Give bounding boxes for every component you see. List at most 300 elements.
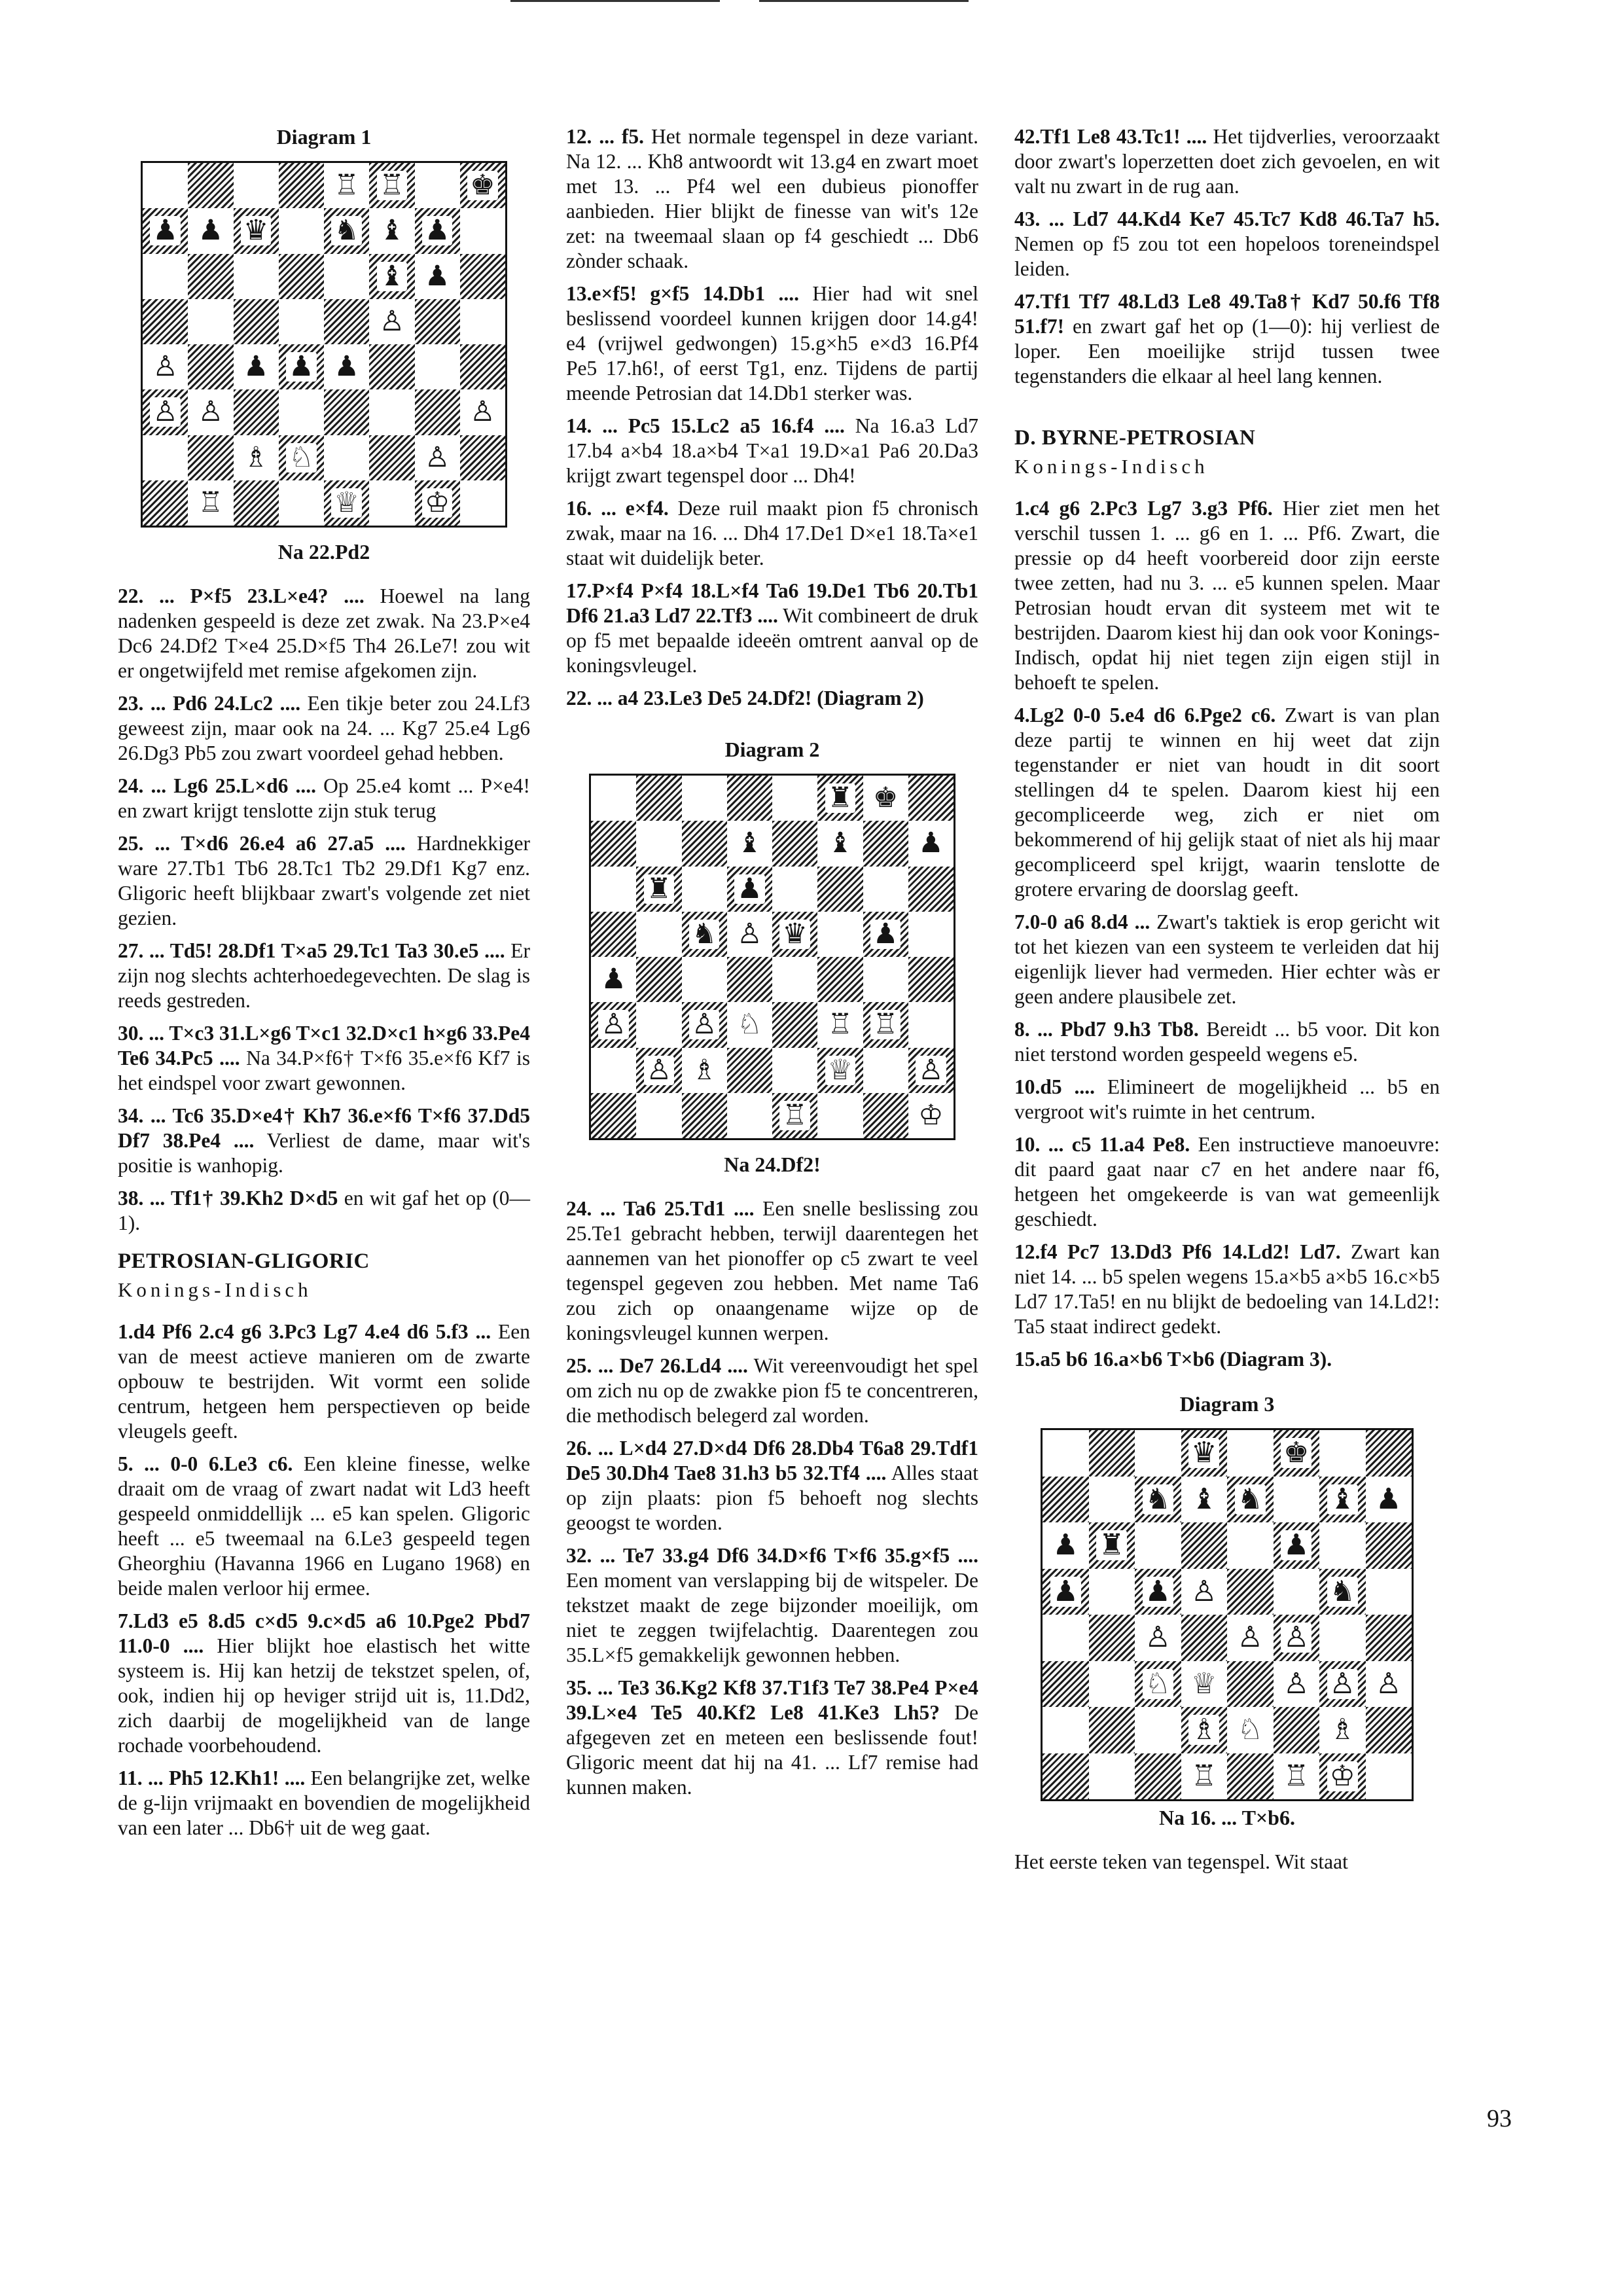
page-number: 93 — [1487, 2105, 1512, 2132]
board-square — [727, 1093, 772, 1138]
chess-piece-icon: ♜ — [644, 874, 675, 904]
board-square — [1043, 1569, 1089, 1615]
board-square — [143, 299, 188, 344]
board-square — [324, 389, 369, 435]
chess-piece-icon: ♚ — [1281, 1438, 1311, 1468]
chess-piece-icon: ♖ — [1188, 1761, 1219, 1791]
board-square — [415, 435, 460, 480]
board-square — [1043, 1615, 1089, 1661]
board-square — [682, 1048, 727, 1093]
board-square — [1366, 1569, 1412, 1615]
chess-piece-icon: ♙ — [1143, 1623, 1173, 1653]
chess-piece-icon: ♙ — [916, 1056, 946, 1085]
board-square — [369, 480, 414, 526]
chess-piece-icon: ♟ — [422, 216, 453, 245]
game-title: PETROSIAN-GLIGORIC — [118, 1249, 370, 1273]
commentary: Na 34.P×f6† T×f6 35.e×f6 Kf7 is het eindspel voor zwart gewonnen. — [118, 1047, 530, 1094]
board-square — [1319, 1753, 1366, 1800]
board-square — [234, 480, 279, 526]
board-square — [1089, 1753, 1135, 1800]
board-square — [1274, 1477, 1320, 1523]
move-sequence: 13.e×f5! g×f5 14.Db1 .... — [566, 282, 800, 305]
board-square — [1227, 1753, 1274, 1800]
board-square — [234, 435, 279, 480]
diagram-1-title: Diagram 1 — [276, 125, 372, 149]
move-sequence: 12. ... f5. — [566, 125, 645, 148]
board-square — [727, 776, 772, 821]
board-square — [636, 912, 681, 957]
commentary: Hier blijkt hoe elastisch het witte systeem is. Hij kan hetzij de tekstzet spelen, of, ook, indien hij op heviger strijd uit is, 11.Dd2, zich daarbij de mogelijkheid van de lange rochade voorbehoudend. — [118, 1634, 530, 1757]
commentary: Een moment van verslapping bij de witspeler. De tekstzet maakt de zege bijzonder moeilijk, om niet te zeggen twijfelachtig. Daarentegen zou 35.L×f5 gemakkelijk gewonnen hebben. — [566, 1569, 978, 1666]
move-sequence: 24. ... Lg6 25.L×d6 .... — [118, 774, 317, 797]
commentary: Op 25.e4 komt ... P×e4! en zwart krijgt tenslotte zijn stuk terug — [118, 774, 530, 822]
annotation-paragraph — [118, 1452, 530, 1601]
board-square — [1319, 1522, 1366, 1569]
board-square — [682, 867, 727, 912]
commentary: Bereidt ... b5 voor. Dit kon niet terstond worden gespeeld wegens e5. — [1014, 1018, 1440, 1066]
board-square — [188, 163, 233, 208]
annotation-paragraph — [1014, 496, 1440, 695]
chess-piece-icon: ♙ — [150, 352, 181, 382]
move-sequence: 30. ... T×c3 31.L×g6 T×c1 32.D×c1 h×g6 33.Pe4 Te6 34.Pc5 .... — [118, 1022, 530, 1069]
board-square — [908, 821, 954, 866]
board-square — [727, 1002, 772, 1047]
board-square — [772, 1002, 817, 1047]
board-square — [1227, 1430, 1274, 1477]
annotation-paragraph — [118, 584, 530, 683]
move-sequence: 38. ... Tf1† 39.Kh2 D×d5 — [118, 1187, 338, 1210]
annotation-list — [118, 1319, 530, 1840]
chess-piece-icon: ♟ — [1050, 1577, 1081, 1607]
chess-piece-icon: ♟ — [331, 352, 362, 382]
board-square — [727, 912, 772, 957]
board-square — [460, 299, 505, 344]
move-sequence: 11. ... Ph5 12.Kh1! .... — [118, 1767, 306, 1789]
board-square — [1366, 1753, 1412, 1800]
chess-piece-icon: ♙ — [196, 397, 226, 427]
board-square — [460, 435, 505, 480]
move-sequence: 14. ... Pc5 15.Lc2 a5 16.f4 .... — [566, 414, 845, 437]
board-square — [682, 821, 727, 866]
commentary: Wit combineert de druk op f5 met bepaalde ideeën omtrent aanval op de koningsvleugel. — [566, 604, 978, 677]
chess-diagram-2 — [589, 774, 955, 1140]
annotation-paragraph — [118, 774, 530, 823]
annotation-paragraph — [566, 496, 978, 571]
board-square — [908, 776, 954, 821]
chess-piece-icon: ♔ — [422, 488, 453, 518]
chess-piece-icon: ♟ — [286, 352, 317, 382]
chess-piece-icon: ♟ — [150, 216, 181, 245]
chess-piece-icon: ♞ — [1143, 1484, 1173, 1515]
board-square — [1319, 1707, 1366, 1753]
column-1 — [118, 124, 530, 1848]
board-square — [1274, 1615, 1320, 1661]
board-square — [324, 344, 369, 389]
board-square — [636, 776, 681, 821]
board-square — [143, 208, 188, 253]
annotation-paragraph — [566, 1354, 978, 1428]
commentary: Zwart kan niet 14. ... b5 spelen wegens 15.a×b5 a×b5 16.c×b5 Ld7 17.Ta5! en nu blijkt de bedoeling van 14.Ld2!: Ta5 staat indirect gedekt. — [1014, 1240, 1440, 1338]
move-sequence: 34. ... Tc6 35.D×e4† Kh7 36.e×f6 T×f6 37.Dd5 Df7 38.Pe4 .... — [118, 1104, 530, 1152]
commentary: Zwart's taktiek is erop gericht wit tot het kiezen van een systeem te verleiden dat hij eigenlijk liever had vermeden. Hier echter wàs er geen andere plausibele zet. — [1014, 910, 1440, 1008]
board-square — [1274, 1430, 1320, 1477]
chess-piece-icon: ♙ — [1373, 1669, 1404, 1699]
chess-piece-icon: ♗ — [1327, 1715, 1358, 1745]
board-square — [1089, 1569, 1135, 1615]
move-sequence: 24. ... Ta6 25.Td1 .... — [566, 1197, 755, 1220]
move-sequence: 4.Lg2 0-0 5.e4 d6 6.Pge2 c6. — [1014, 704, 1276, 726]
board-square — [143, 480, 188, 526]
move-sequence: 15.a5 b6 16.a×b6 T×b6 (Diagram 3). — [1014, 1348, 1332, 1371]
board-square — [324, 435, 369, 480]
board-square — [143, 163, 188, 208]
chess-piece-icon: ♟ — [196, 216, 226, 245]
chess-diagram-1 — [141, 161, 507, 528]
annotation-paragraph — [566, 414, 978, 488]
annotation-list — [566, 124, 978, 711]
annotation-paragraph — [1014, 289, 1440, 389]
board-square — [1227, 1477, 1274, 1523]
board-square — [591, 1002, 636, 1047]
board-square — [682, 912, 727, 957]
chess-piece-icon: ♖ — [196, 488, 226, 518]
board-square — [591, 912, 636, 957]
chess-piece-icon: ♙ — [150, 397, 181, 427]
game-title: D. BYRNE-PETROSIAN — [1014, 426, 1256, 450]
board-square — [279, 344, 324, 389]
board-square — [234, 254, 279, 299]
commentary: Het normale tegenspel in deze variant. Na 12. ... Kh8 antwoordt wit 13.g4 en zwart moet met 13. ... Pf4 wel een dubieus pionoffer aanbieden. Hier blijkt de finesse van wit's 12e zet: na tweemaal slaan op f4 geschiedt ... Db6 zònder schaak. — [566, 125, 978, 272]
board-square — [324, 254, 369, 299]
annotation-paragraph — [566, 1196, 978, 1346]
move-sequence: 35. ... Te3 36.Kg2 Kf8 37.T1f3 Te7 38.Pe4 P×e4 39.L×e4 Te5 40.Kf2 Le8 41.Ke3 Lh5? — [566, 1676, 978, 1724]
chess-piece-icon: ♙ — [1281, 1669, 1311, 1699]
board-square — [460, 208, 505, 253]
annotation-paragraph — [118, 1609, 530, 1758]
commentary: Hoewel na lang nadenken gespeeld is deze zet zwak. Na 23.P×e4 Dc6 24.Df2 T×e4 25.D×f5 Th4 26.Le7! zou wit er ongetwijfeld met remise afgekomen zijn. — [118, 584, 530, 682]
board-square — [863, 1002, 908, 1047]
commentary: Verliest de dame, maar wit's positie is wanhopig. — [118, 1129, 530, 1177]
board-square — [1366, 1430, 1412, 1477]
commentary: en wit gaf het op (0—1). — [118, 1187, 530, 1234]
chess-piece-icon: ♖ — [331, 171, 362, 200]
chess-piece-icon: ♘ — [1143, 1669, 1173, 1699]
board-square — [908, 1002, 954, 1047]
board-square — [772, 912, 817, 957]
board-square — [460, 480, 505, 526]
board-square — [415, 254, 460, 299]
chess-piece-icon: ♚ — [467, 171, 498, 200]
board-square — [1089, 1661, 1135, 1708]
move-sequence: 1.d4 Pf6 2.c4 g6 3.Pc3 Lg7 4.e4 d6 5.f3 ... — [118, 1320, 491, 1343]
column-2 — [566, 124, 978, 1808]
chess-piece-icon: ♕ — [331, 488, 362, 518]
chess-piece-icon: ♟ — [1373, 1484, 1404, 1515]
board-square — [817, 821, 863, 866]
opening-name: Konings-Indisch — [118, 1278, 312, 1301]
board-square — [369, 344, 414, 389]
board-square — [591, 1048, 636, 1093]
board-square — [682, 1002, 727, 1047]
move-sequence: 42.Tf1 Le8 43.Tc1! .... — [1014, 125, 1207, 148]
chess-piece-icon: ♞ — [1327, 1577, 1358, 1607]
move-sequence: 43. ... Ld7 44.Kd4 Ke7 45.Tc7 Kd8 46.Ta7 h5. — [1014, 207, 1440, 230]
board-square — [1319, 1569, 1366, 1615]
board-square — [1135, 1707, 1181, 1753]
move-sequence: 32. ... Te7 33.g4 Df6 34.D×f6 T×f6 35.g×f5 .... — [566, 1544, 978, 1567]
board-square — [415, 389, 460, 435]
board-square — [636, 1093, 681, 1138]
board-square — [143, 344, 188, 389]
commentary: Een tikje beter zou 24.Lf3 geweest zijn, maar ook na 24. ... Kg7 25.e4 Lg6 26.Dg3 Pb5 zou zwart voordeel gehad hebben. — [118, 692, 530, 764]
commentary: en zwart gaf het op (1—0): hij verliest de loper. Een moeilijke strijd tussen twee tegenstanders die elkaar al heel lang kennen. — [1014, 315, 1440, 387]
board-square — [772, 821, 817, 866]
chess-piece-icon: ♟ — [1050, 1530, 1081, 1560]
annotation-paragraph — [1014, 124, 1440, 199]
commentary: Nemen op f5 zou tot een hopeloos toreneindspel leiden. — [1014, 232, 1440, 280]
move-sequence: 10.d5 .... — [1014, 1075, 1096, 1098]
board-square — [234, 208, 279, 253]
chess-piece-icon: ♙ — [1188, 1577, 1219, 1607]
board-square — [1043, 1477, 1089, 1523]
board-square — [863, 912, 908, 957]
annotation-paragraph — [1014, 1347, 1440, 1372]
board-square — [1043, 1522, 1089, 1569]
chess-piece-icon: ♖ — [825, 1010, 856, 1039]
board-square — [143, 435, 188, 480]
chess-piece-icon: ♟ — [1281, 1530, 1311, 1560]
chess-piece-icon: ♟ — [1143, 1577, 1173, 1607]
annotation-paragraph — [566, 124, 978, 274]
board-square — [279, 435, 324, 480]
board-square — [817, 912, 863, 957]
commentary: De afgegeven zet en meteen een beslissende fout! Gligoric meent dat hij na 41. ... Lf7 remise had kunnen maken. — [566, 1701, 978, 1799]
board-square — [369, 389, 414, 435]
chess-piece-icon: ♙ — [467, 397, 498, 427]
board-square — [817, 776, 863, 821]
commentary: Hier ziet men het verschil tussen 1. ... g6 en 1. ... Pf6. Zwart, die pressie op d4 heeft voorbereid door zijn eerste twee zetten, had nu 3. ... e5 kunnen spelen. Maar Petrosian houdt ervan dit systeem met wit te bestrijden. Daarom kiest hij dan ook voor Konings-Indisch, opdat hij niet tegen zijn eigen stijl in behoeft te spelen. — [1014, 497, 1440, 694]
chess-piece-icon: ♙ — [422, 443, 453, 473]
commentary: Een instructieve manoeuvre: dit paard gaat naar c7 en het andere naar f6, hetgeen het omgekeerde is van wat gemeenlijk geschiedt. — [1014, 1133, 1440, 1230]
chess-piece-icon: ♙ — [1235, 1623, 1266, 1653]
opening-name: Konings-Indisch — [1014, 455, 1209, 478]
board-square — [1366, 1477, 1412, 1523]
board-square — [1089, 1522, 1135, 1569]
board-square — [817, 867, 863, 912]
board-square — [636, 1048, 681, 1093]
move-sequence: 26. ... L×d4 27.D×d4 Df6 28.Db4 T6a8 29.Tdf1 De5 30.Dh4 Tae8 31.h3 b5 32.Tf4 .... — [566, 1437, 978, 1484]
board-square — [1319, 1615, 1366, 1661]
chess-piece-icon: ♗ — [241, 443, 272, 473]
board-square — [591, 776, 636, 821]
board-square — [369, 299, 414, 344]
chess-piece-icon: ♔ — [1327, 1761, 1358, 1791]
diagram-3-title: Diagram 3 — [1179, 1392, 1275, 1416]
commentary: Een belangrijke zet, welke de g-lijn vrijmaakt en bovendien de mogelijkheid van een later ... Db6† uit de weg gaat. — [118, 1767, 530, 1839]
board-square — [324, 208, 369, 253]
board-square — [1135, 1522, 1181, 1569]
move-sequence: 22. ... a4 23.Le3 De5 24.Df2! (Diagram 2) — [566, 687, 924, 709]
chess-piece-icon: ♙ — [1281, 1623, 1311, 1653]
move-sequence: 27. ... Td5! 28.Df1 T×a5 29.Tc1 Ta3 30.e5 .... — [118, 939, 505, 962]
annotation-list — [566, 1196, 978, 1800]
board-square — [863, 776, 908, 821]
chess-piece-icon: ♝ — [1188, 1484, 1219, 1515]
annotation-paragraph — [1014, 910, 1440, 1009]
board-square — [188, 208, 233, 253]
move-sequence: 17.P×f4 P×f4 18.L×f4 Ta6 19.De1 Tb6 20.Tb1 Df6 21.a3 Ld7 22.Tf3 .... — [566, 579, 978, 627]
board-square — [1366, 1707, 1412, 1753]
chess-piece-icon: ♝ — [377, 262, 408, 291]
chess-piece-icon: ♟ — [598, 965, 629, 994]
chess-piece-icon: ♟ — [870, 920, 901, 949]
chess-piece-icon: ♖ — [1281, 1761, 1311, 1791]
board-square — [908, 1093, 954, 1138]
commentary: Alles staat op zijn plaats: pion f5 behoeft nog slechts geoogst te worden. — [566, 1462, 978, 1534]
chess-piece-icon: ♙ — [734, 920, 765, 949]
annotation-paragraph — [1014, 207, 1440, 281]
board-square — [636, 1002, 681, 1047]
board-square — [817, 1093, 863, 1138]
chess-piece-icon: ♙ — [1327, 1669, 1358, 1699]
board-square — [1135, 1569, 1181, 1615]
board-square — [1319, 1430, 1366, 1477]
board-square — [1274, 1753, 1320, 1800]
chess-diagram-3 — [1041, 1428, 1414, 1801]
chess-piece-icon: ♙ — [689, 1010, 720, 1039]
chess-piece-icon: ♛ — [779, 920, 810, 949]
board-square — [415, 163, 460, 208]
board-square — [591, 867, 636, 912]
commentary: Een kleine finesse, welke draait om de vraag of zwart nadat wit Ld3 heeft gespeeld onmiddellijk ... e5 kan spelen. Gligoric heeft ... e5 tweemaal na 6.Le3 gespeeld tegen Gheorghiu (Havanna 1966 en Lugano 1968) en beide malen verloor hij ermee. — [118, 1452, 530, 1600]
board-square — [1274, 1569, 1320, 1615]
board-square — [1366, 1661, 1412, 1708]
board-square — [369, 435, 414, 480]
board-square — [591, 821, 636, 866]
board-square — [1043, 1707, 1089, 1753]
board-square — [863, 1093, 908, 1138]
board-square — [279, 389, 324, 435]
board-square — [772, 957, 817, 1002]
board-square — [1089, 1707, 1135, 1753]
board-square — [324, 299, 369, 344]
board-square — [188, 435, 233, 480]
board-square — [863, 821, 908, 866]
board-square — [908, 1048, 954, 1093]
board-square — [1181, 1661, 1228, 1708]
board-square — [1366, 1615, 1412, 1661]
annotation-paragraph — [118, 831, 530, 931]
board-square — [1227, 1569, 1274, 1615]
board-square — [1135, 1615, 1181, 1661]
commentary: Er zijn nog slechts achterhoedegevechten. De slag is reeds gestreden. — [118, 939, 530, 1012]
board-square — [1089, 1477, 1135, 1523]
board-square — [1135, 1477, 1181, 1523]
chess-piece-icon: ♕ — [825, 1056, 856, 1085]
move-sequence: 23. ... Pd6 24.Lc2 .... — [118, 692, 301, 715]
move-sequence: 7.Ld3 e5 8.d5 c×d5 9.c×d5 a6 10.Pge2 Pbd7 11.0-0 .... — [118, 1609, 530, 1657]
board-square — [1227, 1615, 1274, 1661]
board-square — [1227, 1522, 1274, 1569]
annotation-paragraph — [566, 1676, 978, 1800]
commentary: Hier had wit snel beslissend voordeel kunnen krijgen door 14.g4! e4 (vrijwel gedwongen) 15.g×h5 e×d3 16.Pf4 Pe5 17.h6!, of eerst Tg1, enz. Tijdens de partij meende Petrosian dat 14.Db1 sterker was. — [566, 282, 978, 404]
board-square — [369, 208, 414, 253]
board-square — [817, 1048, 863, 1093]
board-square — [143, 389, 188, 435]
chess-piece-icon: ♟ — [916, 829, 946, 858]
final-text: Het eerste teken van tegenspel. Wit staat — [1014, 1850, 1348, 1873]
chess-piece-icon: ♞ — [331, 216, 362, 245]
commentary: Zwart is van plan deze partij te winnen en hij weet dat zijn tegenstander er niet van houdt in dit soort stellingen d4 te spelen. Daarom kiest hij een gecompliceerde weg, zich er niet om bekommerend of hij gelijk staat of niet als hij maar gecompliceerd spel krijgt, waarin tenslotte de grotere ervaring de doorslag geeft. — [1014, 704, 1440, 901]
chess-piece-icon: ♙ — [644, 1056, 675, 1085]
board-square — [1135, 1661, 1181, 1708]
board-square — [863, 867, 908, 912]
board-square — [279, 299, 324, 344]
diagram-2-title: Diagram 2 — [724, 738, 820, 761]
annotation-paragraph — [1014, 1240, 1440, 1339]
board-square — [682, 776, 727, 821]
board-square — [369, 254, 414, 299]
board-square — [460, 254, 505, 299]
commentary: Hardnekkiger ware 27.Tb1 Tb6 28.Tc1 Tb2 29.Df1 Kg7 enz. Gligoric heeft blijkbaar zwart's volgende zet niet gezien. — [118, 832, 530, 929]
board-square — [1181, 1753, 1228, 1800]
board-square — [682, 1093, 727, 1138]
diagram-2-caption: Na 24.Df2! — [724, 1153, 821, 1176]
chess-piece-icon: ♕ — [1188, 1669, 1219, 1699]
board-square — [1274, 1661, 1320, 1708]
board-square — [772, 776, 817, 821]
board-square — [1089, 1615, 1135, 1661]
move-sequence: 25. ... T×d6 26.e4 a6 27.a5 .... — [118, 832, 406, 855]
board-square — [460, 389, 505, 435]
board-square — [1043, 1753, 1089, 1800]
board-square — [1366, 1522, 1412, 1569]
move-sequence: 10. ... c5 11.a4 Pe8. — [1014, 1133, 1190, 1156]
board-square — [1181, 1477, 1228, 1523]
annotation-list — [118, 584, 530, 1236]
chess-piece-icon: ♜ — [825, 783, 856, 813]
annotation-paragraph — [118, 1766, 530, 1840]
annotation-list — [1014, 124, 1440, 389]
move-sequence: 5. ... 0-0 6.Le3 c6. — [118, 1452, 293, 1475]
board-square — [1227, 1707, 1274, 1753]
board-square — [1043, 1430, 1089, 1477]
chess-piece-icon: ♝ — [1327, 1484, 1358, 1515]
annotation-paragraph — [118, 939, 530, 1013]
commentary: Een van de meest actieve manieren om de zwarte opbouw te bestrijden. Wit vormt een solide centrum, hetgeen hem perspectieven op beide vleugels geeft. — [118, 1320, 530, 1443]
board-square — [1274, 1522, 1320, 1569]
chess-piece-icon: ♛ — [1188, 1438, 1219, 1468]
chess-piece-icon: ♟ — [241, 352, 272, 382]
chess-piece-icon: ♟ — [734, 874, 765, 904]
annotation-paragraph — [566, 281, 978, 406]
chess-piece-icon: ♗ — [689, 1056, 720, 1085]
annotation-paragraph — [1014, 703, 1440, 902]
column-3 — [1014, 124, 1440, 1882]
commentary: Een snelle beslissing zou 25.Te1 gebracht hebben, terwijl daarentegen het aannemen van het pionoffer op c5 zwart te veel tegenspel gegeven zou hebben. Met name Ta6 zou zich op onaangename wijze op de koningsvleugel kunnen werpen. — [566, 1197, 978, 1344]
annotation-paragraph — [118, 1021, 530, 1096]
board-square — [324, 163, 369, 208]
board-square — [863, 957, 908, 1002]
chess-piece-icon: ♘ — [734, 1010, 765, 1039]
chess-piece-icon: ♖ — [779, 1101, 810, 1130]
annotation-paragraph — [1014, 1132, 1440, 1232]
top-rule-left — [510, 0, 720, 2]
board-square — [188, 344, 233, 389]
board-square — [188, 389, 233, 435]
annotation-paragraph — [566, 1543, 978, 1668]
chess-piece-icon: ♙ — [598, 1010, 629, 1039]
